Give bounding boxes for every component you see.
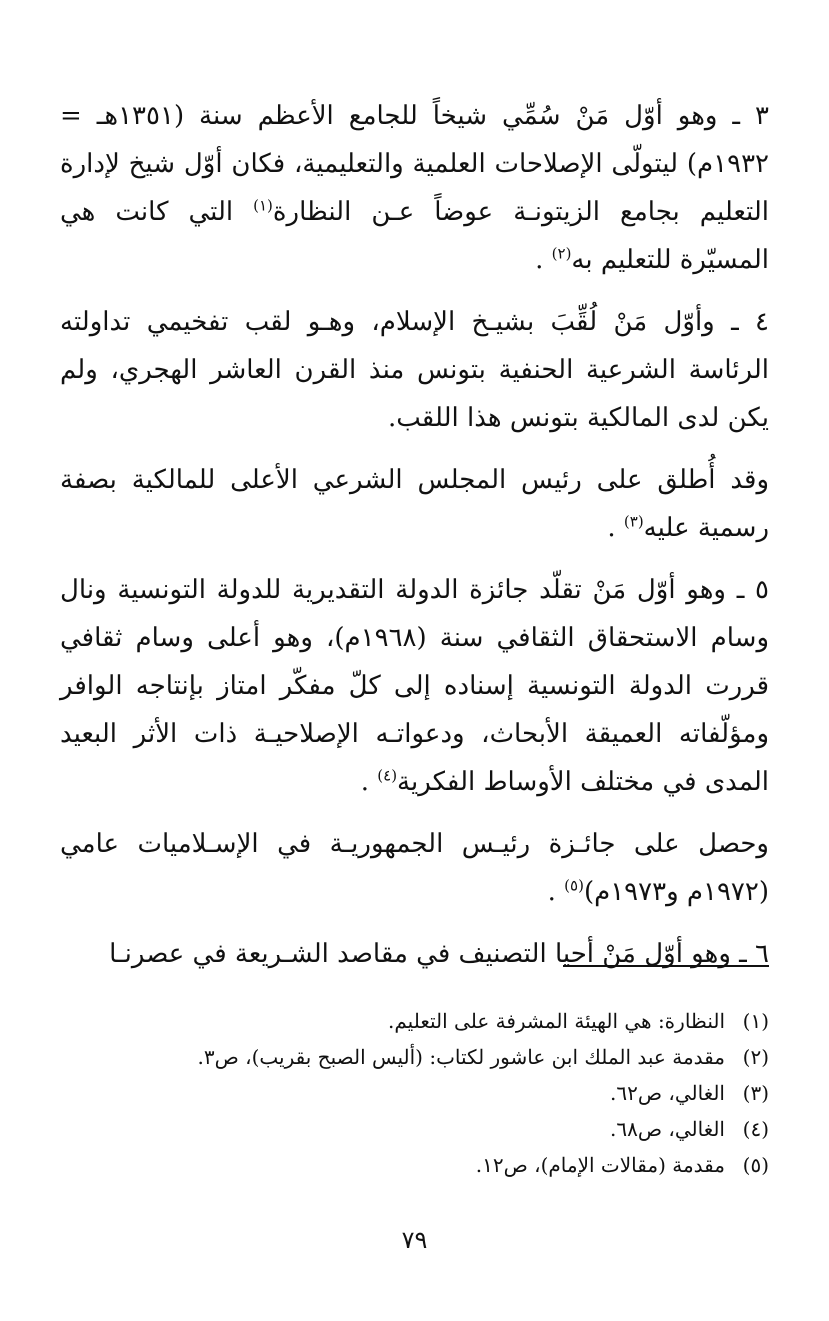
paragraph-text: وقد أُطلق على رئيس المجلس الشرعي الأعلى للمالكية بصفة رسمية عليه	[60, 465, 769, 543]
footnote-text: النظارة: هي الهيئة المشرفة على التعليم.	[388, 1009, 725, 1033]
paragraph-end: .	[547, 877, 565, 907]
footnote-marker-5: (٥)	[564, 876, 584, 895]
paragraph-4-note	[60, 456, 769, 552]
footnote-5	[60, 1147, 769, 1183]
footnote-4	[60, 1111, 769, 1147]
paragraph-text-continued: التي كانت هي المسيّرة للتعليم به	[60, 197, 769, 275]
footnote-2	[60, 1039, 769, 1075]
footnote-marker-1: (١)	[253, 196, 273, 215]
footnote-marker-3: (٣)	[623, 512, 644, 531]
paragraph-text: ٣ ـ وهو أوّل مَنْ سُمِّي شيخاً للجامع الأعظم سنة (١٣٥١هـ = ١٩٣٢م) ليتولّى الإصلاحات العلمية والتعليمية، فكان أوّل شيخ لإدارة التعليم بجامع الزيتونـة عوضاً عـن النظارة	[60, 101, 770, 227]
paragraph-5	[60, 566, 769, 806]
footnote-text: الغالي، ص٦٢.	[610, 1081, 725, 1105]
paragraph-end: .	[360, 767, 378, 797]
footnote-text: الغالي، ص٦٨.	[610, 1117, 725, 1141]
footnote-number: (١)	[742, 1009, 769, 1033]
footnotes-list	[60, 1003, 769, 1183]
footnote-3	[60, 1075, 769, 1111]
footnote-1	[60, 1003, 769, 1039]
footnote-number: (٢)	[742, 1045, 769, 1069]
footnote-divider	[563, 965, 769, 967]
paragraph-text: وحصل على جائـزة رئيـس الجمهوريـة في الإسـلاميات عامي (١٩٧٢م و١٩٧٣م)	[60, 829, 769, 907]
paragraph-text: ٦ ـ وهو أوّل مَنْ أحيا التصنيف في مقاصد الشـريعة في عصرنـا	[109, 939, 769, 969]
footnote-marker-4: (٤)	[377, 766, 398, 785]
paragraph-4	[60, 298, 769, 442]
footnote-marker-2: (٢)	[551, 244, 572, 263]
footnote-number: (٤)	[742, 1117, 769, 1141]
paragraph-5-note	[60, 820, 769, 916]
footnote-text: مقدمة عبد الملك ابن عاشور لكتاب: (أليس الصبح بقريب)، ص٣.	[197, 1045, 725, 1069]
footnote-number: (٥)	[742, 1153, 769, 1177]
paragraph-text: ٤ ـ وأوّل مَنْ لُقِّبَ بشيـخ الإسلام، وهـو لقب تفخيمي تداولته الرئاسة الشرعية الحنفية بتونس منذ القرن العاشر الهجري، ولم يكن لدى المالكية بتونس هذا اللقب.	[60, 307, 769, 433]
paragraph-3	[60, 92, 769, 284]
paragraph-text: ٥ ـ وهو أوّل مَنْ تقلّد جائزة الدولة التقديرية للدولة التونسية ونال وسام الاستحقاق الثقافي سنة (١٩٦٨م)، وهو أعلى وسام ثقافي قررت الدولة التونسية إسناده إلى كلّ مفكّر امتاز بإنتاجه الوافر ومؤلّفاته العميقة الأبحاث، ودعواتـه الإصلاحيـة ذات الأثر البعيد المدى في مختلف الأوساط الفكرية	[60, 575, 769, 797]
paragraph-end: .	[607, 513, 624, 543]
paragraph-end: .	[535, 245, 552, 275]
footnote-text: مقدمة (مقالات الإمام)، ص١٢.	[475, 1153, 725, 1177]
paragraph-6	[60, 930, 769, 978]
footnote-number: (٣)	[742, 1081, 769, 1105]
page-number: ٧٩	[401, 1226, 428, 1254]
main-text	[60, 92, 769, 978]
